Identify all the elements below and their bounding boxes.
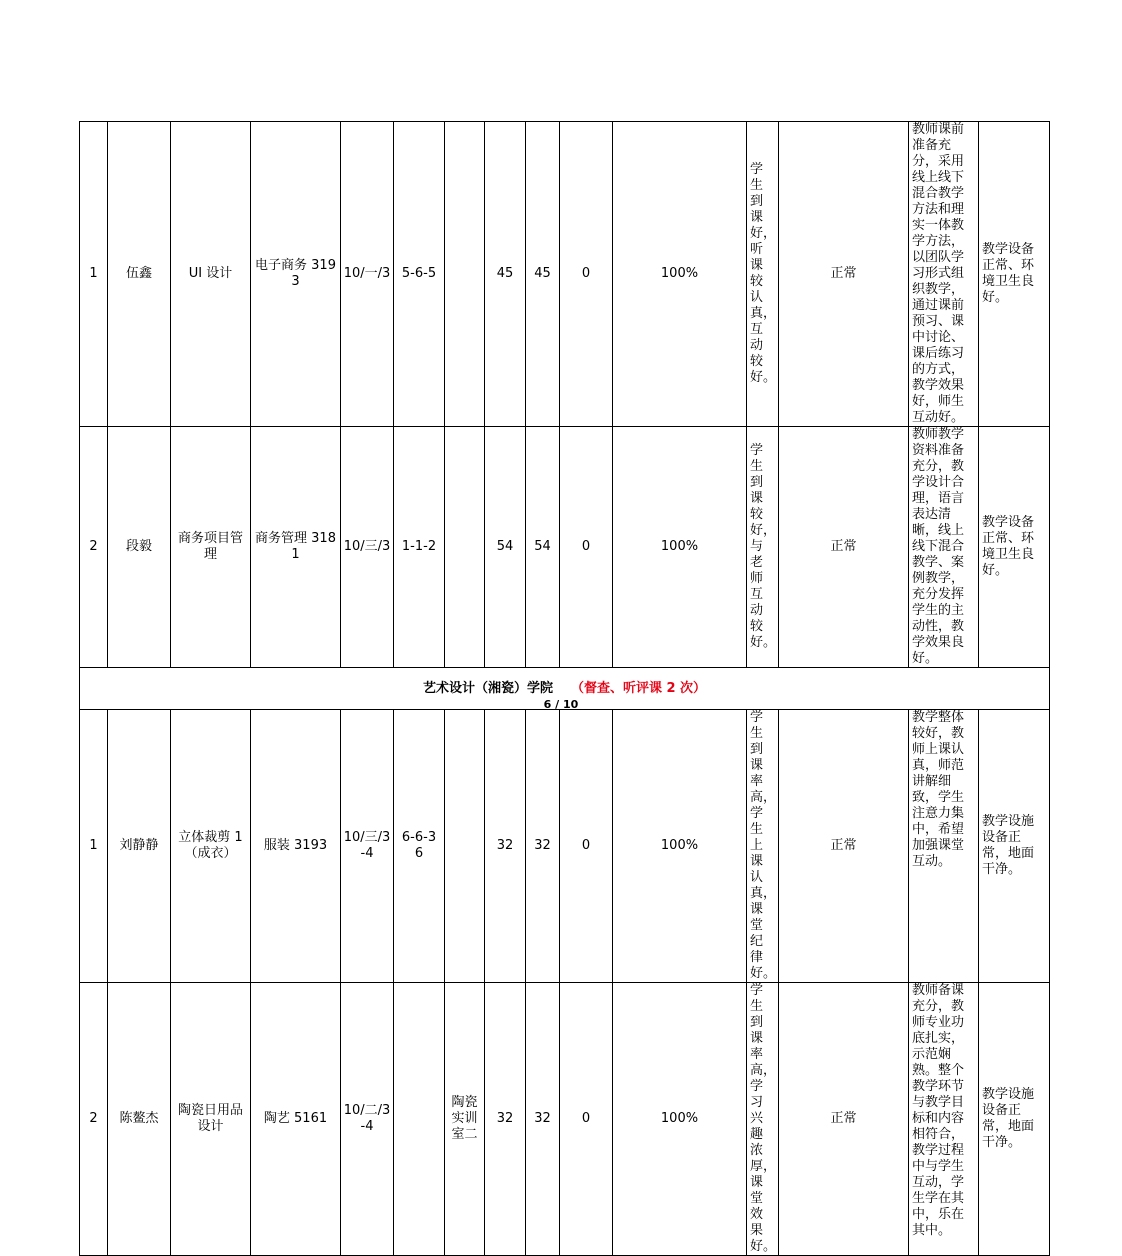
expected-count: 32 (485, 710, 526, 983)
teaching-comment: 教师备课充分，教师专业功底扎实，示范娴熟。整个教学环节与教学目标和内容相符合，教学过程中与学生互动，学生学在其中，乐在其中。 (909, 983, 979, 1256)
absent-count: 0 (560, 122, 613, 427)
status: 正常 (779, 983, 909, 1256)
inspection-count-note: （督查、听评课 2 次） (570, 680, 707, 696)
college-name: 艺术设计（湘瓷）学院 (422, 680, 553, 696)
class-period (394, 983, 445, 1256)
course-name: 商务项目管理 (171, 427, 251, 668)
absent-count: 0 (560, 427, 613, 668)
teacher-name: 段毅 (108, 427, 171, 668)
class-name: 陶艺 5161 (251, 983, 341, 1256)
row-number: 2 (80, 983, 108, 1256)
teacher-name: 刘静静 (108, 710, 171, 983)
class-name: 服装 3193 (251, 710, 341, 983)
absent-count: 0 (560, 983, 613, 1256)
expected-count: 32 (485, 983, 526, 1256)
course-name: 立体裁剪 1（成衣） (171, 710, 251, 983)
classroom (445, 122, 485, 427)
teacher-name: 伍鑫 (108, 122, 171, 427)
attendance-comment: 学生到课较好，与老师互动较好。 (747, 427, 779, 668)
attendance-rate: 100% (613, 983, 747, 1256)
expected-count: 45 (485, 122, 526, 427)
row-number: 1 (80, 710, 108, 983)
row-number: 2 (80, 427, 108, 668)
actual-count: 32 (526, 710, 560, 983)
actual-count: 32 (526, 983, 560, 1256)
actual-count: 54 (526, 427, 560, 668)
class-period: 1-1-2 (394, 427, 445, 668)
attendance-rate: 100% (613, 710, 747, 983)
inspection-table (79, 121, 1050, 1256)
teaching-comment: 教师教学资料准备充分，教学设计合理，语言表达清晰，线上线下混合教学、案例教学，充分发挥学生的主动性，教学效果良好。 (909, 427, 979, 668)
absent-count: 0 (560, 710, 613, 983)
class-period: 5-6-5 (394, 122, 445, 427)
class-name: 商务管理 3181 (251, 427, 341, 668)
course-name: 陶瓷日用品设计 (171, 983, 251, 1256)
facility-comment: 教学设备正常、环境卫生良好。 (979, 427, 1050, 668)
facility-comment: 教学设备正常、环境卫生良好。 (979, 122, 1050, 427)
classroom (445, 710, 485, 983)
attendance-comment: 学生到课好，听课较认真，互动较好。 (747, 122, 779, 427)
class-period: 6-6-3 6 (394, 710, 445, 983)
attendance-comment: 学生到课率高，学生上课认真，课堂纪律好。 (747, 710, 779, 983)
classroom (445, 427, 485, 668)
row-number: 1 (80, 122, 108, 427)
attendance-comment: 学生到课率高，学习兴趣浓厚，课堂效果好。 (747, 983, 779, 1256)
page-number: 6 / 10 (543, 698, 579, 711)
teacher-name: 陈鳌杰 (108, 983, 171, 1256)
teaching-comment: 教学整体较好，教师上课认真，师范讲解细致，学生注意力集中，希望加强课堂互动。 (909, 710, 979, 983)
attendance-rate: 100% (613, 427, 747, 668)
status: 正常 (779, 427, 909, 668)
course-name: UI 设计 (171, 122, 251, 427)
class-date: 10/三/3 (341, 427, 394, 668)
expected-count: 54 (485, 427, 526, 668)
class-date: 10/一/3 (341, 122, 394, 427)
facility-comment: 教学设施设备正常，地面干净。 (979, 983, 1050, 1256)
class-name: 电子商务 3193 (251, 122, 341, 427)
classroom: 陶瓷实训室二 (445, 983, 485, 1256)
table-row (80, 122, 1050, 427)
attendance-rate: 100% (613, 122, 747, 427)
table-row (80, 710, 1050, 983)
class-date: 10/二/3-4 (341, 983, 394, 1256)
status: 正常 (779, 122, 909, 427)
table-row (80, 983, 1050, 1256)
actual-count: 45 (526, 122, 560, 427)
table-row (80, 427, 1050, 668)
teaching-comment: 教师课前准备充分，采用线上线下混合教学方法和理实一体教学方法，以团队学习形式组织教学，通过课前预习、课中讨论、课后练习的方式，教学效果好，师生互动好。 (909, 122, 979, 427)
class-date: 10/三/3-4 (341, 710, 394, 983)
status: 正常 (779, 710, 909, 983)
facility-comment: 教学设施设备正常，地面干净。 (979, 710, 1050, 983)
